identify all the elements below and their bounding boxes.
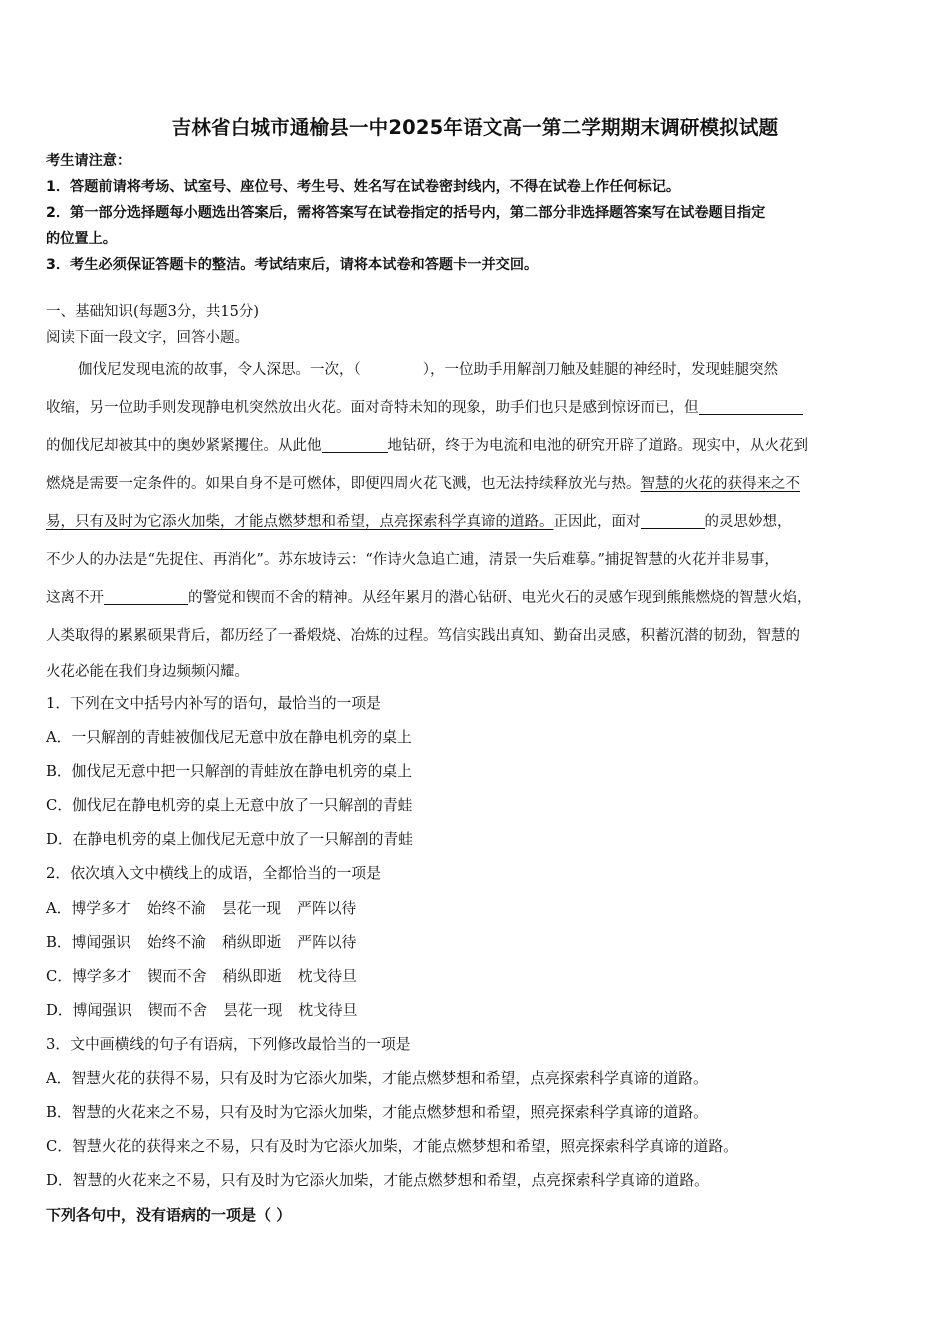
page-title: 吉林省白城市通榆县一中2025年语文高一第二学期期末调研模拟试题: [171, 116, 779, 139]
notice-item: 1．答题前请将考场、试室号、座位号、考生号、姓名写在试卷密封线内，不得在试卷上作任何标记。: [46, 179, 681, 195]
option-word: 始终不渝: [146, 934, 207, 951]
option-word: 锲而不舍: [147, 968, 207, 985]
option-word: 博闻强识: [72, 1002, 132, 1019]
notice-block: [46, 148, 906, 278]
fill-blank: [104, 588, 188, 605]
option-a[interactable]: [46, 897, 356, 918]
option-b[interactable]: B．伽伐尼无意中把一只解剖的青蛙放在静电机旁的桌上: [46, 763, 413, 780]
option-word: 博学多才: [71, 900, 131, 917]
option-d[interactable]: D．智慧的火花来之不易，只有及时为它添火加柴，才能点燃梦想和希望，点亮探索科学真谛的道路。: [46, 1172, 709, 1189]
underlined-sentence: 智慧的火花的获得来之不: [640, 476, 800, 492]
passage-line: [46, 472, 800, 493]
question-stem: 下列各句中，没有语病的一项是（ ）: [46, 1206, 292, 1224]
passage-text: 燃烧是需要一定条件的。如果自身不是可燃体，即便四周火花飞溅，也无法持续释放光与热。: [46, 476, 641, 492]
fill-blank: [322, 436, 388, 453]
option-d[interactable]: D．在静电机旁的桌上伽伐尼无意中放了一只解剖的青蛙: [46, 831, 413, 848]
option-c[interactable]: C．伽伐尼在静电机旁的桌上无意中放了一只解剖的青蛙: [46, 797, 413, 814]
option-word: 博闻强识: [71, 934, 131, 951]
notice-heading: 考生请注意：: [46, 153, 132, 169]
option-c[interactable]: [46, 965, 357, 986]
option-label: B．: [46, 934, 72, 951]
passage-line: [46, 586, 812, 607]
passage-text: 的灵思妙想，: [704, 514, 792, 530]
option-label: A．: [46, 900, 72, 917]
option-word: 严阵以待: [297, 900, 357, 917]
passage-text: 不少人的办法是“先捉住、再消化”。苏东坡诗云：“作诗火急追亡逋，清景一失后难摹。”捕捉智慧的火花并非易事，: [46, 552, 779, 568]
passage-text: 的警觉和锲而不舍的精神。从经年累月的潜心钻研、电光火石的灵感乍现到熊熊燃烧的智慧火焰，: [188, 590, 812, 606]
option-word: 稍纵即逝: [222, 968, 282, 985]
passage-line: [78, 358, 778, 379]
option-word: 昙花一现: [221, 900, 282, 917]
passage-line: [46, 510, 792, 531]
notice-item: 2．第一部分选择题每小题选出答案后，需将答案写在试卷指定的括号内，第二部分非选择题答案写在试卷题目指定: [46, 205, 766, 221]
option-b[interactable]: [46, 931, 356, 952]
fill-blank: [699, 398, 803, 415]
passage-text: ），一位助手用解剖刀触及蛙腿的神经时，发现蛙腿突然: [422, 362, 778, 378]
notice-item: 的位置上。: [46, 231, 117, 247]
passage-text: 地钻研，终于为电流和电池的研究开辟了道路。现实中，从火花到: [387, 438, 808, 454]
passage-text: 人类取得的累累硕果背后，都历经了一番煅烧、冶炼的过程。笃信实践出真知、勤奋出灵感，积蓄沉潜的韧劲，智慧的: [46, 628, 800, 644]
passage-line: [46, 434, 808, 455]
option-a[interactable]: A．智慧火花的获得不易，只有及时为它添火加柴，才能点燃梦想和希望，点亮探索科学真谛的道路。: [46, 1070, 708, 1087]
option-c[interactable]: C．智慧火花的获得来之不易，只有及时为它添火加柴，才能点燃梦想和希望，照亮探索科学真谛的道路。: [46, 1138, 738, 1155]
passage-text: 正因此，面对: [553, 514, 641, 530]
option-d[interactable]: [46, 999, 357, 1020]
notice-item: 3．考生必须保证答题卡的整洁。考试结束后，请将本试卷和答题卡一并交回。: [46, 257, 539, 273]
passage-line: [46, 548, 779, 569]
section-instruction: 阅读下面一段文字，回答小题。: [46, 330, 249, 346]
passage-line: [46, 396, 803, 417]
option-word: 锲而不舍: [147, 1002, 208, 1019]
section-heading: 一、基础知识(每题3分，共15分): [46, 304, 259, 320]
option-label: C．: [46, 968, 73, 985]
option-word: 博学多才: [72, 968, 132, 985]
question-stem: 2．依次填入文中横线上的成语，全都恰当的一项是: [46, 865, 381, 882]
option-word: 严阵以待: [297, 934, 357, 951]
passage-text: 伽伐尼发现电流的故事，令人深思。一次，（: [78, 362, 361, 378]
passage-text: 这离不开: [46, 590, 104, 606]
underlined-sentence: 易，只有及时为它添火加柴，才能点燃梦想和希望，点亮探索科学真谛的道路。: [46, 514, 554, 530]
fill-blank: [641, 512, 705, 529]
option-word: 枕戈待旦: [297, 968, 357, 985]
passage-line: [46, 660, 249, 681]
passage-text: 的伽伐尼却被其中的奥妙紧紧攫住。从此他: [46, 438, 322, 454]
option-word: 始终不渝: [146, 900, 206, 917]
passage-text: 火花必能在我们身边频频闪耀。: [46, 664, 249, 680]
option-b[interactable]: B．智慧的火花来之不易，只有及时为它添火加柴，才能点燃梦想和希望，照亮探索科学真谛的道路。: [46, 1104, 708, 1121]
passage-text: 收缩，另一位助手则发现静电机突然放出火花。面对奇特未知的现象，助手们也只是感到惊讶而已，但: [46, 400, 699, 416]
option-a[interactable]: A．一只解剖的青蛙被伽伐尼无意中放在静电机旁的桌上: [46, 729, 412, 746]
option-label: D．: [46, 1002, 73, 1019]
option-word: 枕戈待旦: [298, 1002, 358, 1019]
question-stem: 3．文中画横线的句子有语病，下列修改最恰当的一项是: [46, 1036, 411, 1053]
option-word: 稍纵即逝: [222, 934, 282, 951]
passage-line: [46, 624, 800, 645]
option-word: 昙花一现: [223, 1002, 283, 1019]
question-stem: 1．下列在文中括号内补写的语句，最恰当的一项是: [46, 695, 381, 712]
